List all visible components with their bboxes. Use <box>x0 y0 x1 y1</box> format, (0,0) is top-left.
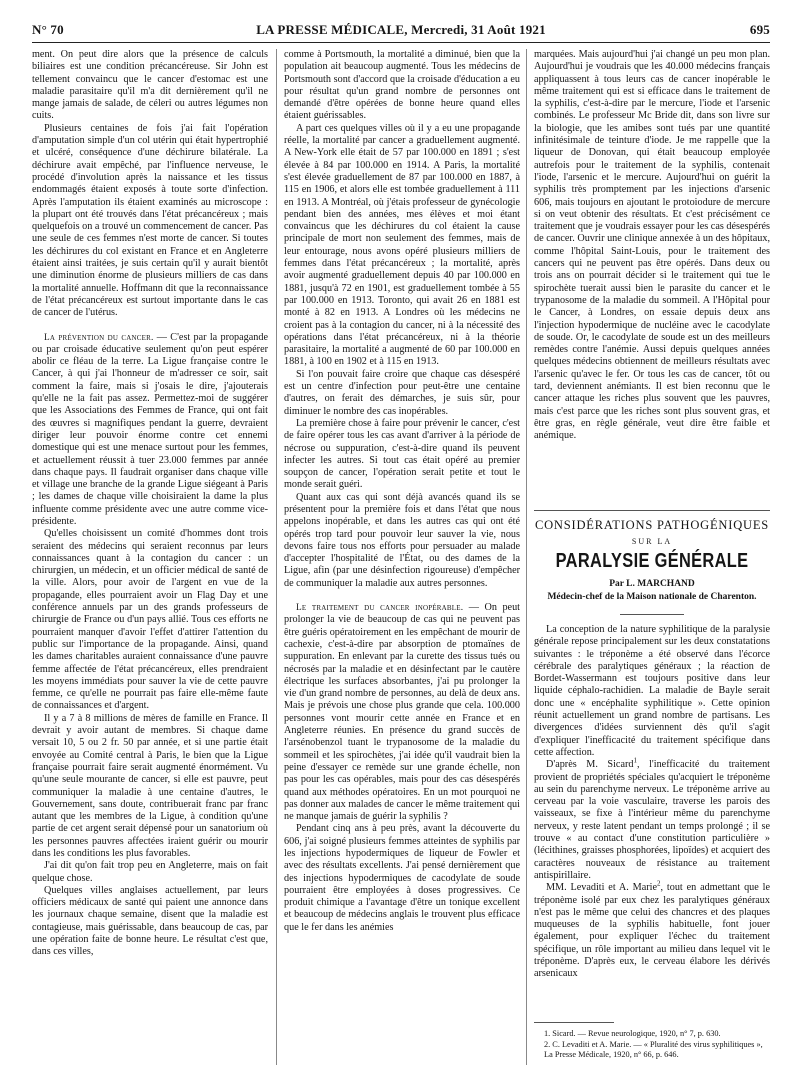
paragraph: Si l'on pouvait faire croire que chaque cas désespéré est un centre d'infection pour peut-être une centaine d'autres, on ferait des démarches, je suis sûr, pour diminuer le nombre des cas inopérables. <box>284 368 520 417</box>
paragraph-text: D'après M. Sicard <box>546 759 634 771</box>
article-rule <box>534 510 770 511</box>
paragraph: ment. On peut dire alors que la présence de calculs biliaires est une condition précancéreuse. Sir John est tellement convaincu que le cancer d'estomac est une maladie parasitaire qu'il m'a dit dernièrement qu'il ne mange jamais de salade, de céleri ou autres légumes non cuits. <box>32 49 268 122</box>
article-sur-la: SUR LA <box>631 537 673 546</box>
footnote-ref: 1 <box>633 756 637 765</box>
column-3-top <box>534 49 770 443</box>
paragraph: Quelques villes anglaises actuellement, par leurs officiers médicaux de santé qui paient une annonce dans les journaux chaque semaine, disent que la maladie est contagieuse, mais guérissable, dans beaucoup de cas, par une opération faite de bonne heure. Le résultat c'est que, dans ces villes, <box>32 884 268 958</box>
paragraph: Plusieurs centaines de fois j'ai fait l'opération d'amputation simple d'un col utérin qui était hypertrophié et ulcéré, conséquence d'une déchirure bilatérale. La déchirure avait empêché, par l'influence nerveuse, le procédé d'involution après la naissance et les tissus endommagés étaient exposés à toute sorte d'infection. Après l'amputation ils étaient examinés au microscope : la plupart ont été trouvés dans l'état précancéreux ; mais quelquefois on a trouvé un commencement de cancer. Pas une seule de ces femmes n'est morte de cancer. Si toutes les déchirures du col existant en France et en Angleterre étaient ainsi traitées, je suis certain qu'il y aurait bientôt une diminution énorme de plusieurs milliers de cas dans la mortalité annuelle. Hoffmann dit que la reconnaissance de l'état précancéreux est surtout importante dans le cas de cancer de l'utérus. <box>32 122 268 319</box>
paragraph: Il y a 7 à 8 millions de mères de famille en France. Il devrait y avoir autant de membres. Si chaque dame versait 10, 5 ou 2 fr. 50 par année, et si une partie était envoyée au Comité central à Paris, le bien que la Ligue française pourrait faire serait augmenté énormément. Vu qu'une seule mourante de cancer, si elle est pauvre, peut communiquer la maladie à une centaine d'autres, le Gouvernement, sans doute, contribuerait franc par franc autant que les membres de la Ligue, à condition qu'une partie de cet argent serait dépensé pour un sanatorium où les personnes pauvres affectées iraient guérir ou mourir dans les conditions les plus favorables. <box>32 712 268 859</box>
paragraph: A part ces quelques villes où il y a eu une propagande réelle, la mortalité par cancer a graduellement augmenté. A New-York elle était de 57 par 100.000 en 1891 ; s'est élevée à 84 par 100.000 en 1914. A Paris, la mortalité s'est élevée graduellement de 87 par 100.000 en 1887, à 115 en 1906, et alors elle est tombée graduellement à 111 en 1913. A Montréal, où j'étais professeur de gynécologie pendant bien des années, mes élèves et moi étant convaincus que les déchirures du col étaient la cause principale de mort non seulement des femmes, mais de leur entourage, nous avons opéré plusieurs milliers de femmes dans l'état précancéreux ; la mortalité, après avoir augmenté graduellement depuis 40 par 100.000 en 1881, jusqu'à 72 en 1901, est graduellement tombée à 55 par 100.000 en 1913. Toronto, qui avait 26 en 1881 est monté à 82 en 1913. A Londres où les médecins ne croient pas à la contagion du cancer, ni à la nécessité des opérations dans l'état précancéreux, ni à la théorie parasitaire, la mortalité a augmenté de 60 par 100.000 en 1881, à 100 en 1902 et à 115 en 1913. <box>284 122 520 368</box>
paragraph-text: , l'inefficacité du traitement provient de propriétés spéciales qu'acquiert le tréponème au sein du parenchyme nerveux. Le tréponème arrive au cerveau par la voie vasculaire, traverse les parois des vaisseaux, se fixe à l'intérieur même du parenchyme nerveux, y reste latent pendant un temps prolongé ; il se trouve « au contact d'une constitution particulière » (lécithines, graisses phosphorées, lipoïdes) et acquiert des caractères nouveaux de résistance au traitement antispirillaire. <box>534 759 770 881</box>
paragraph-text: — C'est par la propagande ou par croisade éducative seulement qu'on peut espérer abolir ce fléau de la terre. La Ligue française contre le Cancer, à qui j'ai l'honneur de m'adresser ce soir, sait comment la faire, mais si j'osais le dire, j'ajouterais qu'elle ne la fait pas assez. Permettez-moi de suggérer que les Associations des Femmes de France, qui ont fait des œuvres si magnifiques pendant la guerre, devraient diriger leur pouvoir énorme contre cet ennemi domestique qui est une menace surtout pour les femmes, et actuellement réussit à tuer 23.000 femmes par année dans chaque pays. Il faudrait organiser dans chaque ville et village une branche de la grande Ligue siégeant à Paris ; les dames de chaque ville choisiraient la dame la plus influente comme présidente avec une autre comme vice-présidente. <box>32 331 268 527</box>
paragraph: comme à Portsmouth, la mortalité a diminué, bien que la population ait beaucoup augmenté. Tous les médecins de Portsmouth sont d'accord que la croisade d'éducation a eu pour résultat qu'un grand nombre de personnes ont demandé d'être opérées de bonne heure quand elles étaient guérissables. <box>284 49 520 122</box>
paragraph-text: — On peut prolonger la vie de beaucoup de cas qui ne peuvent pas être guéris opératoirement en les empêchant de mourir de cachexie, c'est-à-dire par absorption de ptomaïnes de suppuration. En enlevant par la curette des tissus tués ou nécrosés par la maladie et en désinfectant par le cautère électrique les surfaces absorbantes, j'ai pu prolonger la vie d'un grand nombre de personnes, au delà de deux ans. Mais je prévois une chose plus grande que cela. 100.000 personnes vont mourir cette année en France et en Angleterre réunies. En présence du grand succès de l'arsénobenzol tuant le trypanosome de la maladie du sommeil et les spirochètes, j'ai idée qu'il vaudrait bien la peine d'essayer ce remède sur une grande échelle, non pas pour les cas opérables, mais pour des cas désespérés quand aux méthodes opératoires. En un mot pourquoi ne pas donner aux malades de cancer le même traitement qui ne manque jamais de guérir la syphilis ? <box>284 602 520 823</box>
paragraph: Qu'elles choisissent un comité d'hommes dont trois seraient des médecins qui seraient reconnus par leurs connaissances quant à la contagion du cancer : un chirurgien, un médecin, et un officier médical de santé de la ville. Alors, pour avoir de l'argent en vue de la propagande, elles pourraient avoir un Flag Day et une conférence annuels par un des grands professeurs de chirurgie de France ou d'un pays allié. Tous ces efforts ne pourraient manquer d'avoir l'effet d'attirer l'attention du public sur l'importance de la propagande. Ainsi, quand les dames charitables auraient connaissance d'une pauvre femme affectée de l'état précancéreux, elles prendraient les moyens immédiats pour sauver la vie de cette pauvre femme, ce qu'elle ne pourrait pas faire elle-même faute de connaissances et d'argent. <box>32 528 268 712</box>
short-rule <box>620 614 684 615</box>
footnote-ref: 2 <box>657 879 661 888</box>
article-heading <box>534 518 770 602</box>
paragraph <box>284 602 520 823</box>
paragraph: Pendant cinq ans à peu près, avant la découverte du 606, j'ai soigné plusieurs femmes atteintes de syphilis par les injections hypodermiques de liqueur de Fowler et avec des résultats excellents. J'ai pensé dernièrement que des injections hypodermiques de cacodylate de soude pourraient être employées à doses progressives. Ce produit chimique a l'avantage d'être un tonique excellent et beaucoup de médecins anglais le trouvent plus efficace que le fer dans les anémies <box>284 823 520 933</box>
paragraph <box>534 756 770 882</box>
section-heading: La prévention du cancer. <box>44 332 154 343</box>
article-title: PARALYSIE GÉNÉRALE <box>555 550 749 572</box>
footnote: 1. Sicard. — Revue neurologique, 1920, n° 7, p. 630. <box>544 1029 721 1038</box>
footnote-rule <box>534 1022 614 1023</box>
page-header <box>32 22 770 40</box>
column-3-article <box>534 624 770 981</box>
article-author: Par L. MARCHAND <box>609 579 695 589</box>
article-affiliation: Médecin-chef de la Maison nationale de Charenton. <box>547 592 757 602</box>
page-number: 695 <box>749 22 770 37</box>
column-divider <box>526 49 527 1065</box>
section-heading: Le traitement du cancer inopérable. <box>296 603 464 614</box>
paragraph-text: , tout en admettant que le tréponème isolé par eux chez les paralytiques généraux n'est pas le même que celui des chancres et des plaques muqueuses de la syphilis habituelle, font jouer également, pour expliquer l'échec du traitement spécifique, un rôle important au milieu dans lequel vit le tréponème. D'après eux, le cerveau élabore les dérivés arsenicaux <box>534 882 770 980</box>
header-rule <box>32 42 770 43</box>
masthead-title: LA PRESSE MÉDICALE, Mercredi, 31 Août 1921 <box>256 22 546 37</box>
column-2 <box>284 49 520 934</box>
paragraph <box>534 879 770 980</box>
paragraph: Quant aux cas qui sont déjà avancés quand ils se présentent pour la première fois et dans l'état que nous appelons inopérable, et dans les autres cas qui ont été opérés trop tard pour pouvoir leur sauver la vie, nous devons faire tous nos efforts pour persuader au malade d'accepter l'hospitalité de l'État, ou des dames de la Ligue, afin (par une désinfection rigoureuse) d'empêcher de communiquer la maladie aux autres personnes. <box>284 491 520 589</box>
column-1 <box>32 49 268 959</box>
paragraph <box>32 332 268 529</box>
paragraph-text: MM. Levaditi et A. Marie <box>546 882 658 894</box>
paragraph: J'ai dit qu'on fait trop peu en Angleterre, mais on fait quelque chose. <box>32 860 268 884</box>
paragraph: La première chose à faire pour prévenir le cancer, c'est de faire opérer tous les cas avant d'arriver à la période de nécrose ou suppuration, c'est-à-dire quand ils peuvent infecter les autres. Si tout cas était opéré au premier soupçon de cancer, l'opération serait petite et tout le monde serait guéri. <box>284 417 520 491</box>
article-kicker: CONSIDÉRATIONS PATHOGÉNIQUES <box>534 518 770 532</box>
issue-number: N° 70 <box>32 22 64 37</box>
paragraph: La conception de la nature syphilitique de la paralysie générale repose principalement sur les deux constatations suivantes : le tréponème a été observé dans l'écorce cérébrale des paralytiques généraux ; la réaction de Bordet-Wassermann est toujours positive dans leur liquide céphalo-rachidien. La maladie de Bayle serait donc une « encéphalite syphilitique ». Cette opinion réunit actuellement un grand nombre de partisans. Les divergences d'idées surviennent dès qu'il s'agit d'expliquer l'inefficacité du traitement spécifique dans cette affection. <box>534 624 770 758</box>
footnotes <box>534 1029 770 1061</box>
paragraph: marquées. Mais aujourd'hui j'ai changé un peu mon plan. Aujourd'hui je voudrais que les 40.000 médecins français appliquassent à tous leurs cas de cancer inopérable le même traitement qui est si efficace dans le traitement de la syphilis, c'est-à-dire par le mercure, l'iode et l'arsenic combinés. Le professeur Mc Bride dit, dans son livre sur la biologie, que les amibes sont tués par une quantité infinitésimale de teinture d'iode. Je me rappelle que la liqueur de Donovan, qui était beaucoup employée autrefois pour le traitement de la syphilis, contenait l'iode, l'arsenic et le mercure. Aujourd'hui on guérit la syphilis très promptement par les injections d'arsenic 606, mais toujours en ajoutant le protoiodure de mercure si on veut obtenir des résultats. Et c'est précisément ce traitement que je voudrais essayer pour les cas désespérés de cancer. Ouvrir une clinique annexée à un des hôpitaux, comme l'hôpital Saint-Louis, pour le traitement des cancers qui ne peuvent pas être opérés. Dans deux ou trois ans on pourrait décider si le traitement qui tue le spirochète tuerait aussi bien le parasite du cancer et le trypanosome de la maladie du sommeil. A l'Hôpital pour le Cancer, à Londres, on essaie depuis deux ans l'injection hypodermique de nucléine avec le cacodylate de soude. Or, le cacodylate de soude est un des meilleurs remèdes contre l'anémie. Aussi depuis quelques années quelques médecins obtiennent de meilleurs résultats avec l'arsenic qu'avec le fer. Or tous les cas de cancer, tôt ou tard, deviennent anémiants. Il est bien reconnu que le cancer attaque les riches plus souvent que les pauvres, mais c'est parce que les riches sont plus souvent gras, et être gras, en règle générale, veut dire être faible et anémique. <box>534 49 770 442</box>
column-divider <box>276 49 277 1065</box>
footnote: 2. C. Levaditi et A. Marie. — « Pluralité des virus syphilitiques », La Presse Médicale, 1920, n° 66, p. 646. <box>544 1039 763 1059</box>
